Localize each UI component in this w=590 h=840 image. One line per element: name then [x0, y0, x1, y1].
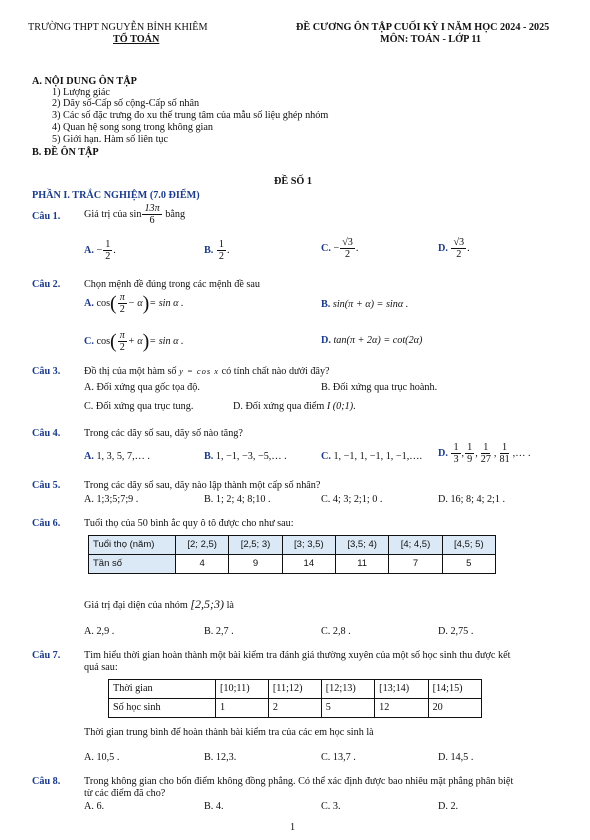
- question-6-text: Tuổi thọ của 50 bình ắc quy ô tô được cho như sau:: [84, 518, 294, 529]
- table-cell: 1: [216, 699, 269, 718]
- option-a[interactable]: A. Đối xứng qua gốc tọa độ.: [84, 382, 200, 393]
- option-c[interactable]: C. − $\frac{√3}{2}$ .: [321, 237, 359, 261]
- question-7-text: Tìm hiểu thời gian hoàn thành một bài kiểm tra đánh giá thường xuyên của một số học sinh thu được kết: [84, 650, 511, 661]
- table-cell: 2: [268, 699, 321, 718]
- option-c[interactable]: C. 2,8 .: [321, 626, 351, 637]
- option-a[interactable]: A. − $\frac{1}{2}$ .: [84, 239, 116, 263]
- option-c[interactable]: C. 13,7 .: [321, 752, 356, 763]
- table-header-cell: [2,5; 3): [229, 536, 282, 555]
- option-b[interactable]: B. sin(π + α) = sinα .: [321, 299, 409, 310]
- table-header-cell: [12;13): [321, 680, 374, 699]
- option-d[interactable]: D. $\frac{√3}{2}$ .: [438, 237, 470, 261]
- option-a[interactable]: A. 10,5 .: [84, 752, 120, 763]
- exam-title: ĐỀ SỐ 1: [274, 176, 312, 187]
- option-a[interactable]: A. 1, 3, 5, 7,… .: [84, 451, 150, 462]
- option-d[interactable]: D. 2,75 .: [438, 626, 474, 637]
- question-7-prompt: Thời gian trung bình để hoàn thành bài kiểm tra của các em học sinh là: [84, 727, 374, 738]
- table-cell: 7: [389, 555, 442, 574]
- option-a[interactable]: A. 2,9 .: [84, 626, 115, 637]
- table-row-label: Tần số: [89, 555, 176, 574]
- option-d[interactable]: D. 14,5 .: [438, 752, 474, 763]
- table-row-label: Số học sinh: [109, 699, 216, 718]
- question-label: Câu 5.: [32, 480, 61, 491]
- option-a[interactable]: A. cos( $\frac{\pi}{2}$ − α)= sin α .: [84, 292, 184, 316]
- question-label: Câu 1.: [32, 211, 61, 222]
- option-a[interactable]: A. 6.: [84, 801, 105, 812]
- option-b[interactable]: B. 1, −1, −3, −5,… .: [204, 451, 287, 462]
- table-row: [89, 536, 496, 555]
- table-row: [109, 680, 482, 699]
- option-d[interactable]: D. 16; 8; 4; 2;1 .: [438, 494, 506, 505]
- table-header-cell: Thời gian: [109, 680, 216, 699]
- table-header-cell: [14;15): [428, 680, 481, 699]
- question-label: Câu 7.: [32, 650, 61, 661]
- question-8-text-cont: từ các điểm đã cho?: [84, 788, 166, 799]
- table-cell: 5: [321, 699, 374, 718]
- table-cell: 12: [375, 699, 428, 718]
- table-header-cell: [11;12): [268, 680, 321, 699]
- table-header-cell: [13;14): [375, 680, 428, 699]
- table-header-cell: [4,5; 5): [442, 536, 495, 555]
- option-c[interactable]: C. 3.: [321, 801, 341, 812]
- question-5-text: Trong các dãy số sau, dãy nào lập thành một cấp số nhân?: [84, 480, 321, 491]
- option-d[interactable]: D. Đối xứng qua điểm I (0;1).: [233, 401, 356, 412]
- topic-item: 5) Giới hạn. Hàm số liên tục: [52, 134, 169, 145]
- question-2-text: Chọn mệnh đề đúng trong các mệnh đề sau: [84, 279, 260, 290]
- table-cell: 9: [229, 555, 282, 574]
- section-b-heading: B. ĐỀ ÔN TẬP: [32, 147, 99, 158]
- topic-item: 1) Lượng giác: [52, 87, 110, 98]
- option-b[interactable]: B. 4.: [204, 801, 224, 812]
- subject-line: MÔN: TOÁN - LỚP 11: [380, 34, 481, 45]
- part-one-heading: PHẦN I. TRẮC NGHIỆM (7.0 ĐIỂM): [32, 190, 200, 201]
- question-3-text: Đồ thị của một hàm số y = cos x có tính chất nào dưới đây?: [84, 366, 330, 377]
- table-header-cell: [10;11): [216, 680, 269, 699]
- question-6-prompt: Giá trị đại diện của nhóm [2,5;3) là: [84, 597, 234, 611]
- table-cell: 20: [428, 699, 481, 718]
- option-b[interactable]: B. 12,3.: [204, 752, 237, 763]
- battery-life-table: [88, 535, 496, 574]
- option-a[interactable]: A. 1;3;5;7;9 .: [84, 494, 139, 505]
- table-cell: 5: [442, 555, 495, 574]
- question-7-text-cont: quả sau:: [84, 662, 118, 673]
- table-cell: 14: [282, 555, 335, 574]
- topic-item: 3) Các số đặc trưng đo xu thế trung tâm của mẫu số liệu ghép nhóm: [52, 110, 329, 121]
- page-number: 1: [290, 822, 296, 833]
- option-d[interactable]: D. $\frac{1}{3}$ , $\frac{1}{9}$ , $\frac{1}{27}$ , $\frac{1}{81}$ ,… .: [438, 442, 531, 466]
- table-header-cell: [3,5; 4): [335, 536, 388, 555]
- table-header-cell: [2; 2,5): [176, 536, 229, 555]
- option-b[interactable]: B. 1; 2; 4; 8;10 .: [204, 494, 271, 505]
- option-c[interactable]: C. 4; 3; 2;1; 0 .: [321, 494, 383, 505]
- question-4-text: Trong các dãy số sau, dãy số nào tăng?: [84, 428, 243, 439]
- option-d[interactable]: D. 2.: [438, 801, 459, 812]
- table-header-cell: Tuổi thọ (năm): [89, 536, 176, 555]
- table-header-cell: [3; 3,5): [282, 536, 335, 555]
- option-b[interactable]: B. $\frac{1}{2}$ .: [204, 239, 230, 263]
- option-b[interactable]: B. Đối xứng qua trục hoành.: [321, 382, 438, 393]
- option-b[interactable]: B. 2,7 .: [204, 626, 234, 637]
- question-label: Câu 8.: [32, 776, 61, 787]
- section-a-heading: A. NỘI DUNG ÔN TẬP: [32, 76, 137, 87]
- test-time-table: [108, 679, 482, 718]
- option-c[interactable]: C. cos( $\frac{\pi}{2}$ + α)= sin α .: [84, 330, 184, 354]
- question-label: Câu 2.: [32, 279, 61, 290]
- table-cell: 4: [176, 555, 229, 574]
- topic-item: 4) Quan hệ song song trong không gian: [52, 122, 214, 133]
- question-8-text: Trong không gian cho bốn điểm không đồng phẳng. Có thể xác định được bao nhiêu mặt phẳng phân biệt: [84, 776, 514, 787]
- school-name: TRƯỜNG THPT NGUYỄN BỈNH KHIÊM: [28, 22, 208, 33]
- table-row: [89, 555, 496, 574]
- option-c[interactable]: C. 1, −1, 1, −1, 1, −1,….: [321, 451, 423, 462]
- question-1-text: Giá trị của sin $\frac{13\pi}{6}$ bằng: [84, 203, 186, 227]
- question-label: Câu 4.: [32, 428, 61, 439]
- question-label: Câu 3.: [32, 366, 61, 377]
- option-c[interactable]: C. Đối xứng qua trục tung.: [84, 401, 194, 412]
- question-label: Câu 6.: [32, 518, 61, 529]
- topic-item: 2) Dãy số-Cấp số cộng-Cấp số nhân: [52, 98, 200, 109]
- table-header-cell: [4; 4,5): [389, 536, 442, 555]
- department-name: TỔ TOÁN: [113, 34, 160, 45]
- table-row: [109, 699, 482, 718]
- document-title: ĐỀ CƯƠNG ÔN TẬP CUỐI KỲ I NĂM HỌC 2024 - 2025: [296, 22, 550, 33]
- table-cell: 11: [335, 555, 388, 574]
- option-d[interactable]: D. tan(π + 2α) = cot(2α): [321, 335, 423, 346]
